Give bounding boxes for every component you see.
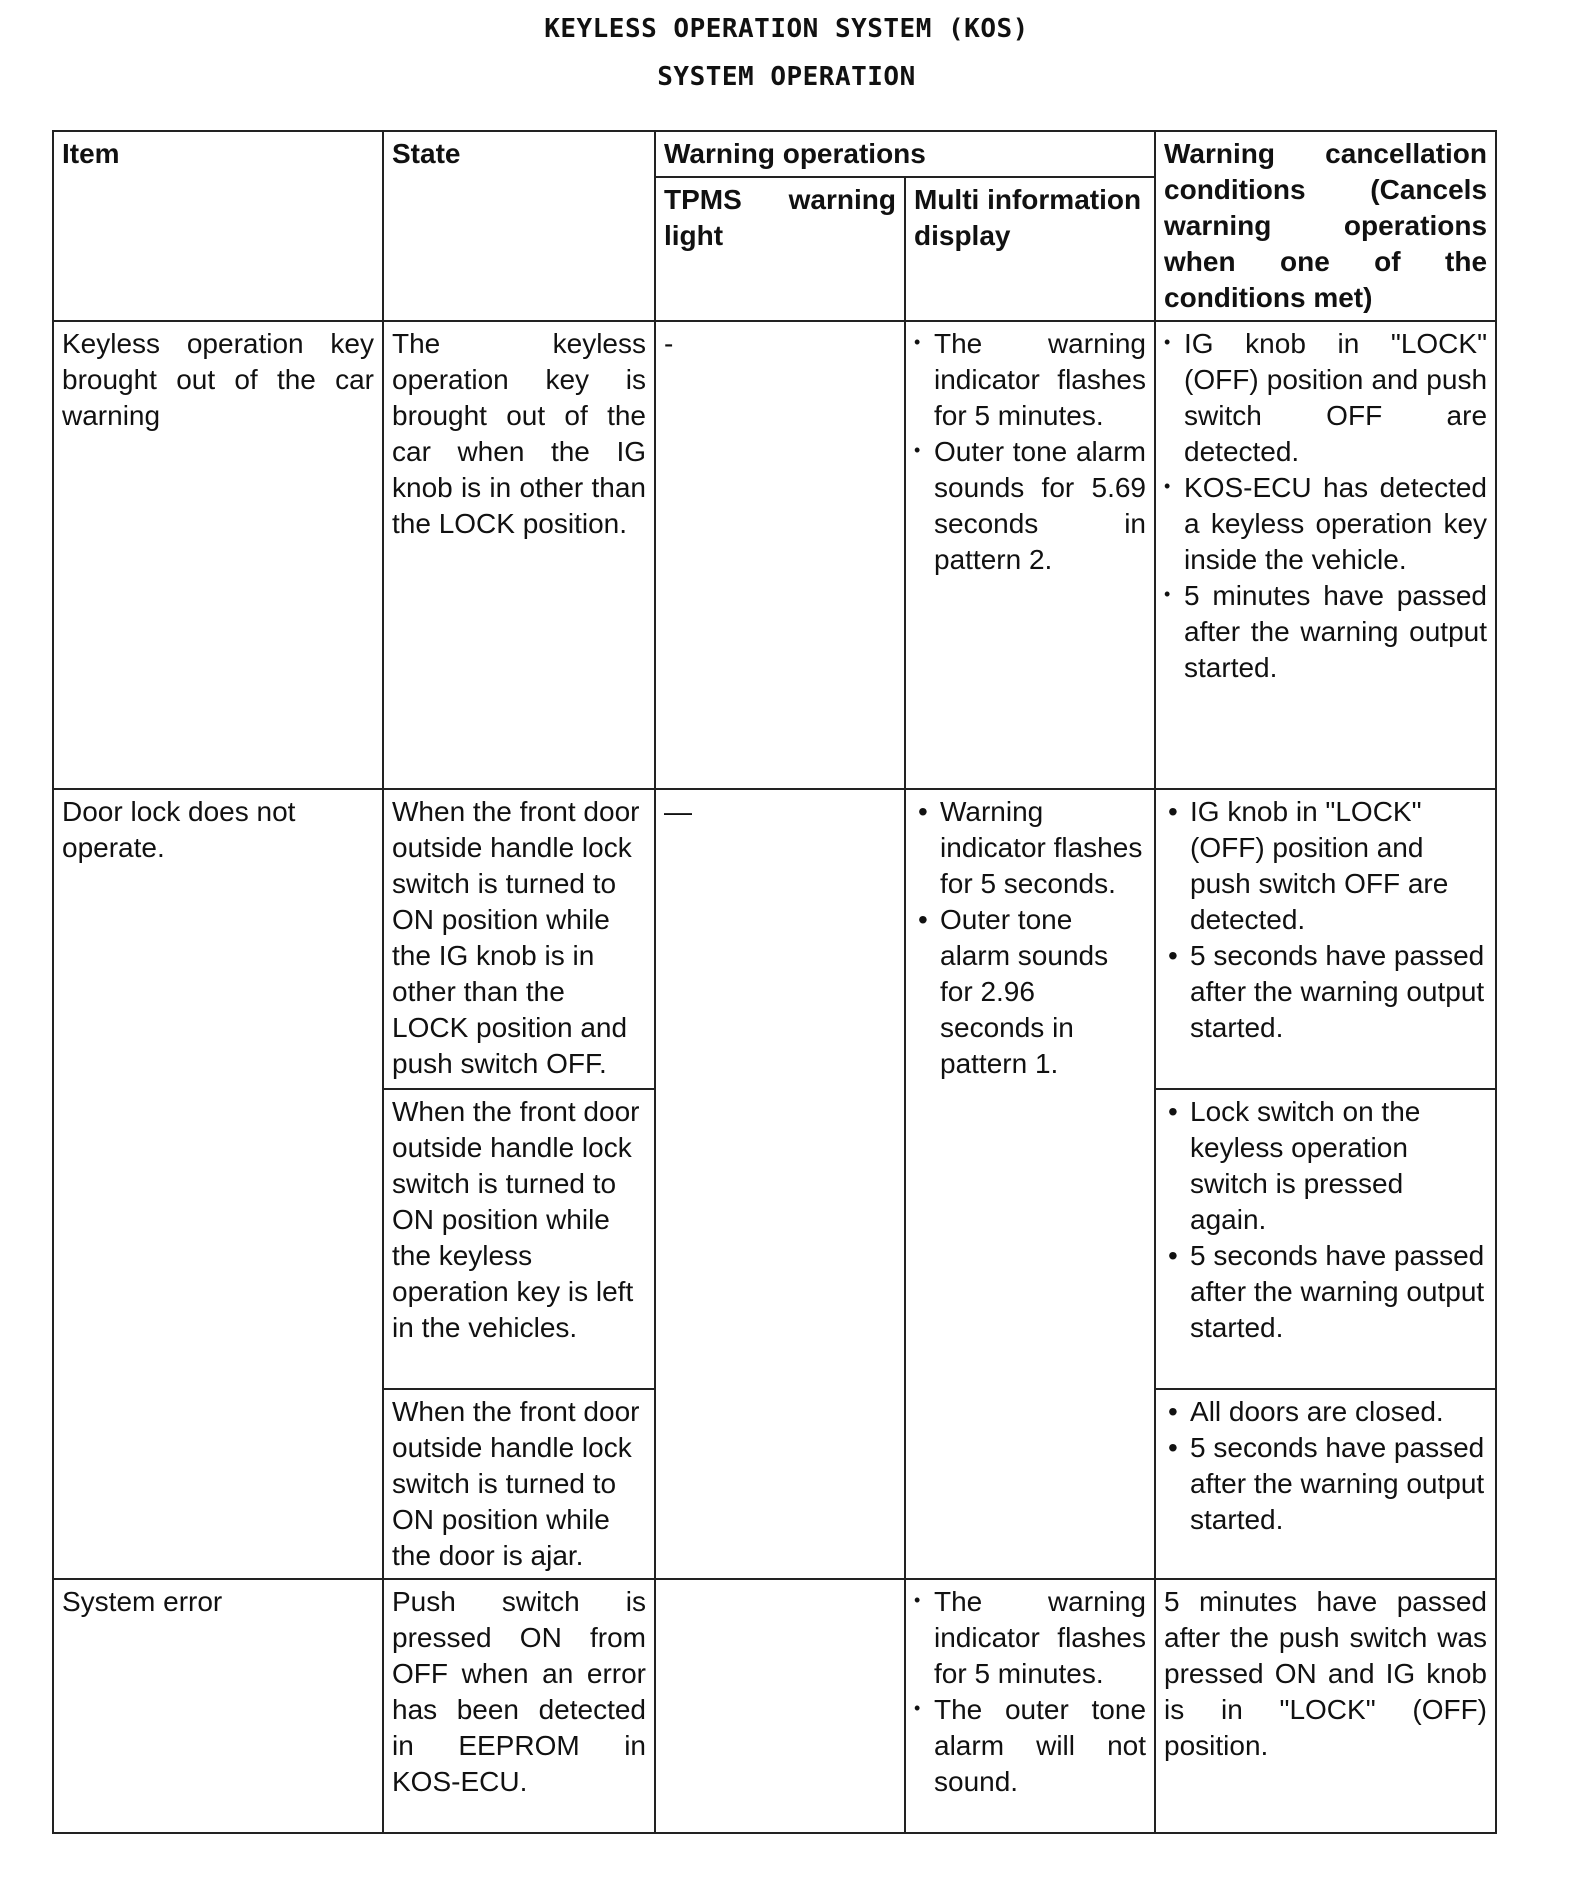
list-item: • 5 minutes have passed after the warning output started. [1164, 578, 1487, 686]
state-cell: The keyless operation key is brought out of the car when the IG knob is in other than the LOCK position. [383, 321, 655, 789]
list-item: • IG knob in "LOCK" (OFF) position and push switch OFF are detected. [1164, 326, 1487, 470]
item-cell: Keyless operation key brought out of the car warning [53, 321, 383, 789]
header-cancellation: Warning cancellation conditions (Cancels warning operations when one of the conditions met) [1155, 131, 1496, 321]
document-title: KEYLESS OPERATION SYSTEM (KOS) [544, 14, 1029, 44]
document-subtitle: SYSTEM OPERATION [657, 62, 916, 92]
header-state: State [383, 131, 655, 321]
multi-info-cell [905, 1579, 1155, 1833]
item-cell: System error [53, 1579, 383, 1833]
list-item: • 5 seconds have passed after the warning output started. [1164, 938, 1487, 1046]
list-item: • The warning indicator flashes for 5 minutes. [914, 1584, 1146, 1692]
cancel-cell [1155, 789, 1496, 1089]
header-item: Item [53, 131, 383, 321]
list-item: • IG knob in "LOCK" (OFF) position and push switch OFF are detected. [1164, 794, 1487, 938]
header-multi-info: Multi information display [905, 177, 1155, 321]
multi-info-cell [905, 789, 1155, 1579]
list-item: • Outer tone alarm sounds for 5.69 seconds in pattern 2. [914, 434, 1146, 578]
state-cell: When the front door outside handle lock switch is turned to ON position while the IG knob is in other than the LOCK position and push switch OFF. [383, 789, 655, 1089]
state-cell: When the front door outside handle lock switch is turned to ON position while the door is ajar. [383, 1389, 655, 1579]
state-cell: Push switch is pressed ON from OFF when an error has been detected in EEPROM in KOS-ECU. [383, 1579, 655, 1833]
list-item: • 5 seconds have passed after the warning output started. [1164, 1238, 1487, 1346]
table-row [53, 789, 1496, 1089]
tpms-cell: - [655, 321, 905, 789]
tpms-cell: — [655, 789, 905, 1579]
header-tpms: TPMS warning light [655, 177, 905, 321]
list-item: • Warning indicator flashes for 5 seconds. [914, 794, 1146, 902]
cancel-cell [1155, 1089, 1496, 1389]
cancel-cell [1155, 321, 1496, 789]
multi-info-cell [905, 321, 1155, 789]
tpms-cell [655, 1579, 905, 1833]
list-item: • All doors are closed. [1164, 1394, 1487, 1430]
cancel-cell [1155, 1389, 1496, 1579]
header-warning-operations: Warning operations [655, 131, 1155, 177]
table-row [53, 1579, 1496, 1833]
table-row [53, 321, 1496, 789]
list-item: • KOS-ECU has detected a keyless operation key inside the vehicle. [1164, 470, 1487, 578]
table-header-row [53, 131, 1496, 177]
list-item: • The warning indicator flashes for 5 minutes. [914, 326, 1146, 434]
list-item: • Lock switch on the keyless operation switch is pressed again. [1164, 1094, 1487, 1238]
list-item: • The outer tone alarm will not sound. [914, 1692, 1146, 1800]
item-cell: Door lock does not operate. [53, 789, 383, 1579]
state-cell: When the front door outside handle lock switch is turned to ON position while the keyless operation key is left in the vehicles. [383, 1089, 655, 1389]
kos-operation-table [52, 130, 1497, 1834]
list-item: • 5 seconds have passed after the warning output started. [1164, 1430, 1487, 1538]
cancel-cell: 5 minutes have passed after the push switch was pressed ON and IG knob is in "LOCK" (OFF) position. [1155, 1579, 1496, 1833]
list-item: • Outer tone alarm sounds for 2.96 seconds in pattern 1. [914, 902, 1146, 1082]
